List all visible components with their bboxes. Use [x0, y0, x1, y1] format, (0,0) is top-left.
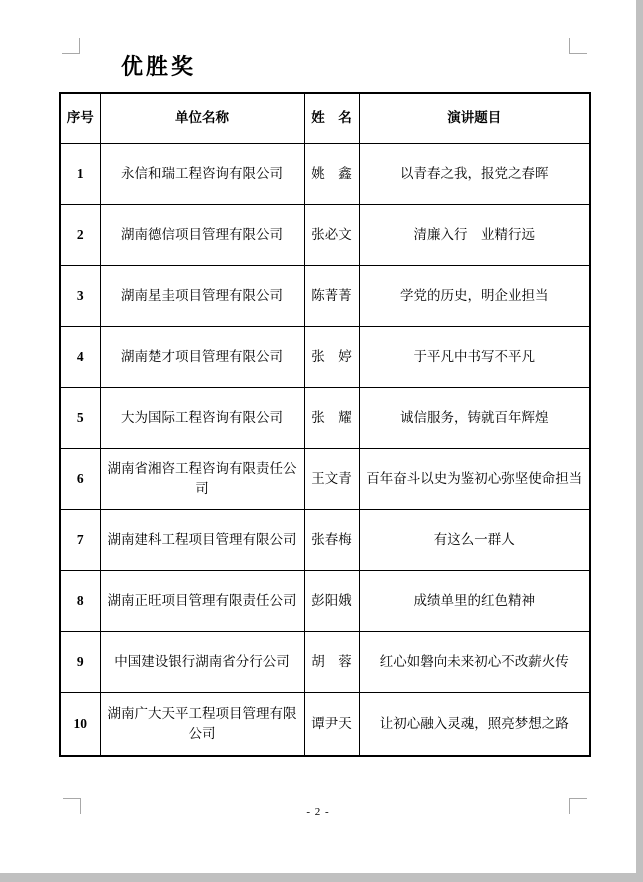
company-cell: 永信和瑞工程咨询有限公司 — [100, 143, 304, 204]
company-cell: 湖南建科工程项目管理有限公司 — [100, 509, 304, 570]
table-row — [60, 448, 590, 509]
row-number-cell: 6 — [60, 448, 100, 509]
name-cell: 胡 蓉 — [304, 631, 359, 692]
name-cell: 王文青 — [304, 448, 359, 509]
row-number-cell: 3 — [60, 265, 100, 326]
header-topic: 演讲题目 — [359, 93, 590, 143]
name-cell: 谭尹天 — [304, 692, 359, 756]
crop-mark-top-left — [62, 38, 80, 54]
company-cell: 湖南星圭项目管理有限公司 — [100, 265, 304, 326]
name-cell: 彭阳娥 — [304, 570, 359, 631]
table-row — [60, 692, 590, 756]
topic-cell: 红心如磐向未来初心不改薪火传 — [359, 631, 590, 692]
crop-mark-top-right — [569, 38, 587, 54]
award-table-header — [60, 93, 590, 143]
row-number-cell: 10 — [60, 692, 100, 756]
topic-cell: 有这么一群人 — [359, 509, 590, 570]
row-number-cell: 7 — [60, 509, 100, 570]
company-cell: 湖南广大天平工程项目管理有限公司 — [100, 692, 304, 756]
table-row — [60, 631, 590, 692]
table-row — [60, 143, 590, 204]
row-number-cell: 8 — [60, 570, 100, 631]
row-number-cell: 1 — [60, 143, 100, 204]
topic-cell: 百年奋斗以史为鉴初心弥坚使命担当 — [359, 448, 590, 509]
company-cell: 大为国际工程咨询有限公司 — [100, 387, 304, 448]
topic-cell: 清廉入行 业精行远 — [359, 204, 590, 265]
name-cell: 张必文 — [304, 204, 359, 265]
topic-cell: 诚信服务，铸就百年辉煌 — [359, 387, 590, 448]
name-cell: 姚 鑫 — [304, 143, 359, 204]
company-cell: 湖南楚才项目管理有限公司 — [100, 326, 304, 387]
name-cell: 张春梅 — [304, 509, 359, 570]
company-cell: 湖南德信项目管理有限公司 — [100, 204, 304, 265]
row-number-cell: 4 — [60, 326, 100, 387]
topic-cell: 成绩单里的红色精神 — [359, 570, 590, 631]
topic-cell: 于平凡中书写不平凡 — [359, 326, 590, 387]
header-company: 单位名称 — [100, 93, 304, 143]
row-number-cell: 9 — [60, 631, 100, 692]
company-cell: 湖南正旺项目管理有限责任公司 — [100, 570, 304, 631]
name-cell: 张 耀 — [304, 387, 359, 448]
name-cell: 陈菁菁 — [304, 265, 359, 326]
company-cell: 中国建设银行湖南省分行公司 — [100, 631, 304, 692]
table-row — [60, 570, 590, 631]
name-cell: 张 婷 — [304, 326, 359, 387]
table-row — [60, 387, 590, 448]
award-table — [59, 92, 591, 757]
table-row — [60, 509, 590, 570]
page-title: 优胜奖 — [121, 54, 197, 79]
topic-cell: 学党的历史，明企业担当 — [359, 265, 590, 326]
company-cell: 湖南省湘咨工程咨询有限责任公司 — [100, 448, 304, 509]
table-row — [60, 204, 590, 265]
award-table-body — [60, 143, 590, 756]
header-number: 序号 — [60, 93, 100, 143]
topic-cell: 以青春之我，报党之春晖 — [359, 143, 590, 204]
table-row — [60, 326, 590, 387]
page-number: - 2 - — [306, 806, 330, 818]
row-number-cell: 2 — [60, 204, 100, 265]
table-row — [60, 265, 590, 326]
topic-cell: 让初心融入灵魂，照亮梦想之路 — [359, 692, 590, 756]
row-number-cell: 5 — [60, 387, 100, 448]
header-row — [60, 93, 590, 143]
header-name: 姓 名 — [304, 93, 359, 143]
